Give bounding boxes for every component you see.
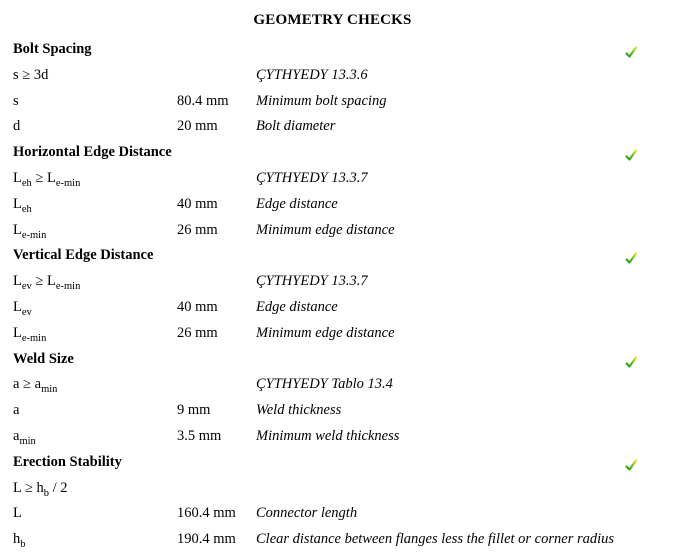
value: 3.5 mm: [177, 427, 222, 444]
data-row: [0, 527, 665, 553]
formula-expression: $a \ge a_{min}$: [13, 376, 58, 396]
report-body: [0, 37, 665, 553]
description: Minimum edge distance: [256, 221, 395, 238]
formula-expression: $L_{ev} \ge L_{e-min}$: [13, 273, 81, 293]
subscript: e-min: [21, 229, 47, 241]
description: Minimum weld thickness: [256, 427, 400, 444]
formula-value-spacer: [177, 166, 256, 192]
formula-expression: s ≥ 3d: [13, 66, 49, 83]
symbol: d: [13, 118, 21, 135]
section-header-row: [0, 140, 665, 166]
section-header-row: [0, 347, 665, 373]
subscript: b: [43, 487, 50, 499]
formula-value-spacer: [177, 269, 256, 295]
pass-check-icon: [625, 353, 638, 366]
section-title: Weld Size: [13, 350, 74, 367]
description: Edge distance: [256, 195, 338, 212]
subscript: b: [20, 539, 26, 551]
section-title: Erection Stability: [13, 453, 122, 470]
section-header-row: [0, 450, 665, 476]
value: 190.4 mm: [177, 531, 236, 548]
pass-check-icon: [625, 456, 638, 469]
value: 9 mm: [177, 402, 211, 419]
section-title: Horizontal Edge Distance: [13, 144, 172, 161]
formula-value-spacer: [177, 476, 256, 502]
formula-expression: $L_{eh} \ge L_{e-min}$: [13, 169, 81, 189]
symbol: a: [13, 402, 20, 419]
symbol: $L_{e-min}$: [13, 324, 47, 344]
subscript: min: [41, 384, 58, 396]
value: 160.4 mm: [177, 505, 236, 522]
subscript: e-min: [55, 177, 81, 189]
symbol: $a_{min}$: [13, 427, 36, 447]
value: 40 mm: [177, 195, 218, 212]
subscript: min: [19, 435, 36, 447]
value: 40 mm: [177, 298, 218, 315]
data-row: [0, 424, 665, 450]
description: Connector length: [256, 505, 358, 522]
subscript: eh: [21, 177, 32, 189]
data-row: [0, 501, 665, 527]
data-row: [0, 89, 665, 115]
formula-row: [0, 476, 665, 502]
subscript: e-min: [21, 332, 47, 344]
value: 26 mm: [177, 324, 218, 341]
data-row: [0, 398, 665, 424]
symbol: s: [13, 92, 19, 109]
formula-row: [0, 269, 665, 295]
symbol: $L_{ev}$: [13, 298, 32, 318]
formula-row: [0, 372, 665, 398]
description: Edge distance: [256, 298, 338, 315]
code-reference: ÇYTHYEDY 13.3.7: [256, 273, 368, 290]
description: Weld thickness: [256, 402, 342, 419]
formula-value-spacer: [177, 372, 256, 398]
symbol: $L_{eh}$: [13, 195, 32, 215]
value: 20 mm: [177, 118, 218, 135]
value: 26 mm: [177, 221, 218, 238]
description: Clear distance between flanges less the fillet or corner radius: [256, 531, 615, 548]
section-title: Bolt Spacing: [13, 41, 92, 57]
description: Bolt diameter: [256, 118, 336, 135]
page-title: GEOMETRY CHECKS: [253, 12, 412, 28]
symbol: $L_{e-min}$: [13, 221, 47, 241]
pass-check-icon: [625, 43, 638, 56]
formula-expression: $L \ge h_b / 2$: [13, 479, 68, 499]
subscript: eh: [21, 203, 32, 215]
code-reference: ÇYTHYEDY 13.3.6: [256, 66, 368, 83]
description: Minimum edge distance: [256, 324, 395, 341]
subscript: ev: [21, 306, 32, 318]
code-reference: ÇYTHYEDY Tablo 13.4: [256, 376, 393, 393]
data-row: [0, 295, 665, 321]
pass-check-icon: [625, 146, 638, 159]
code-reference: ÇYTHYEDY 13.3.7: [256, 169, 368, 186]
section-title: Vertical Edge Distance: [13, 247, 154, 264]
data-row: [0, 321, 665, 347]
pass-check-icon: [625, 249, 638, 262]
section-header-row: [0, 37, 665, 63]
formula-row: [0, 166, 665, 192]
formula-row: [0, 63, 665, 89]
subscript: e-min: [55, 281, 81, 293]
description: Minimum bolt spacing: [256, 92, 387, 109]
subscript: ev: [21, 281, 32, 293]
data-row: [0, 192, 665, 218]
data-row: [0, 218, 665, 244]
symbol: L: [13, 505, 22, 522]
value: 80.4 mm: [177, 92, 229, 109]
data-row: [0, 114, 665, 140]
formula-value-spacer: [177, 63, 256, 89]
section-header-row: [0, 243, 665, 269]
symbol: $h_b$: [13, 531, 26, 551]
